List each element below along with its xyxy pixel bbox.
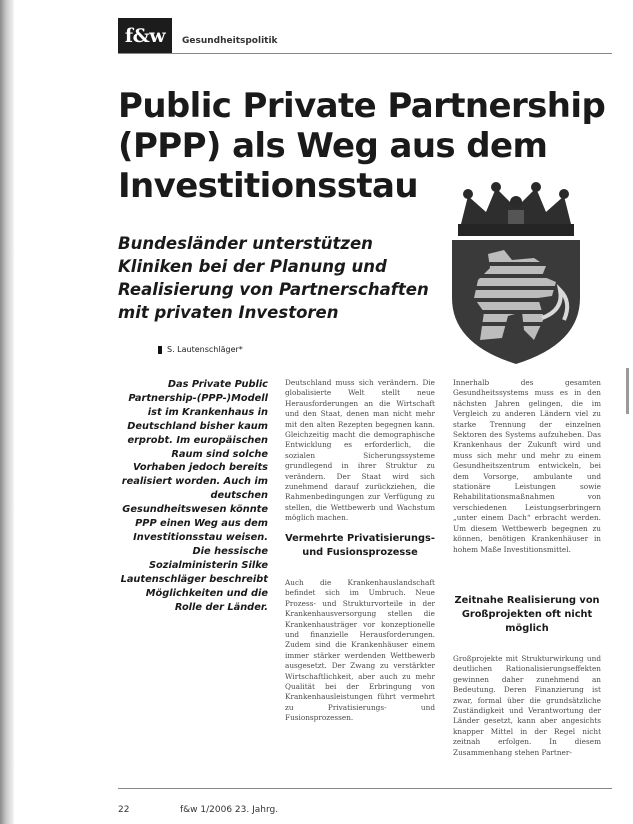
article-subtitle: Bundesländer unterstützen Kliniken bei der Planung und Realisierung von Partnerschaften mit privaten Investoren (118, 234, 429, 322)
author-byline (158, 345, 243, 354)
scan-shadow (0, 0, 14, 824)
page-number: 22 (118, 805, 130, 815)
crown-icon (458, 182, 574, 236)
body-column-1-paragraph-1: Deutschland muss sich verändern. Die globalisierte Welt stellt neue Herausforderungen an die Wirtschaft und den Staat, denen man nicht mehr mit den alten Rezepten begegnen kann. Gleichzeitig macht die demographische Entwicklung es erforderlich, die sozialen Sicherungssysteme grundlegend in ihrer Struktur zu verändern. Der Staat wird sich zunehmend darauf zurückziehen, die Rahmenbedingungen zur Verfügung zu stellen, die Wettbewerb und Wachstum möglich machen. (285, 378, 435, 523)
page-edge-mark (626, 368, 629, 414)
subheading-large-projects: Zeitnahe Realisierung von Großprojekten oft nicht möglich (454, 595, 600, 634)
body-column-1-paragraph-2: Auch die Krankenhauslandschaft befindet sich im Umbruch. Neue Prozess- und Strukturvorteile in der Krankenhausversorgung stellen die Krankenhausträger vor konzeptionelle und finanzielle Herausforderungen. Zudem sind die Krankenhäuser einem immer stärker werdenden Wettbewerb ausgesetzt. Der Zwang zu verstärkter Wirtschaftlichkeit, aber auch zu mehr Qualität bei der Erbringung von Krankenhausleistungen führt vermehrt zu Privatisierungs- und Fusionsprozessen. (285, 578, 435, 723)
body-column-2-paragraph-2: Großprojekte mit Strukturwirkung und deutlichen Rationalisierungseffekten gewinnen daher zunehmend an Bedeutung. Deren Finanzierung ist zwar, formal über die grundsätzliche Zuständigkeit und Verantwortung der Länder gesetzt, kann aber angesichts knapper Mittel in der Regel nicht zeitnah erfolgen. In diesem Zusammenhang stehen Partner- (453, 654, 601, 757)
body-column-2-paragraph-1: Innerhalb des gesamten Gesundheitssystems muss es in den nächsten Jahren gelingen, die im Vergleich zu anderen Ländern viel zu starke Trennung der einzelnen Sektoren des Systems aufzuheben. Das Krankenhaus der Zukunft wird und muss sich mehr und mehr zu einem Gesundheitszentrum entwickeln, bei dem Vorsorge, ambulante und stationäre Leistungen sowie Rehabilitationsmaßnahmen von verschiedenen Leistungserbringern „unter einem Dach“ erbracht werden. Um diesem Wettbewerb begegnen zu können, benötigen Krankenhäuser in hohem Maße Investitionsmittel. (453, 378, 601, 554)
header-rule (118, 53, 612, 54)
issue-info: f&w 1/2006 23. Jahrg. (180, 805, 279, 815)
section-label: Gesundheitspolitik (182, 36, 278, 46)
article-intro: Das Private Public Partnership-(PPP-)Modell ist im Krankenhaus in Deutschland bisher kaum erprobt. Im europäischen Raum sind solche Vorhaben jedoch bereits realisiert worden. Auch im deutschen Gesundheitswesen könnte PPP einen Weg aus dem Investitionsstau weisen. Die hessische Sozialministerin Silke Lautenschläger beschreibt Möglichkeiten und die Rolle der Länder. (120, 379, 268, 613)
footer-rule (118, 788, 612, 789)
hessen-lion-coat-of-arms-icon (438, 180, 594, 368)
magazine-logo: f&w (118, 18, 172, 54)
subheading-privatisation: Vermehrte Privatisierungs- und Fusionsprozesse (285, 533, 435, 558)
author-name: S. Lautenschläger* (167, 345, 243, 354)
article-title: Public Private Partnership (PPP) als Weg aus dem Investitionsstau (118, 86, 606, 206)
byline-marker (158, 346, 162, 354)
